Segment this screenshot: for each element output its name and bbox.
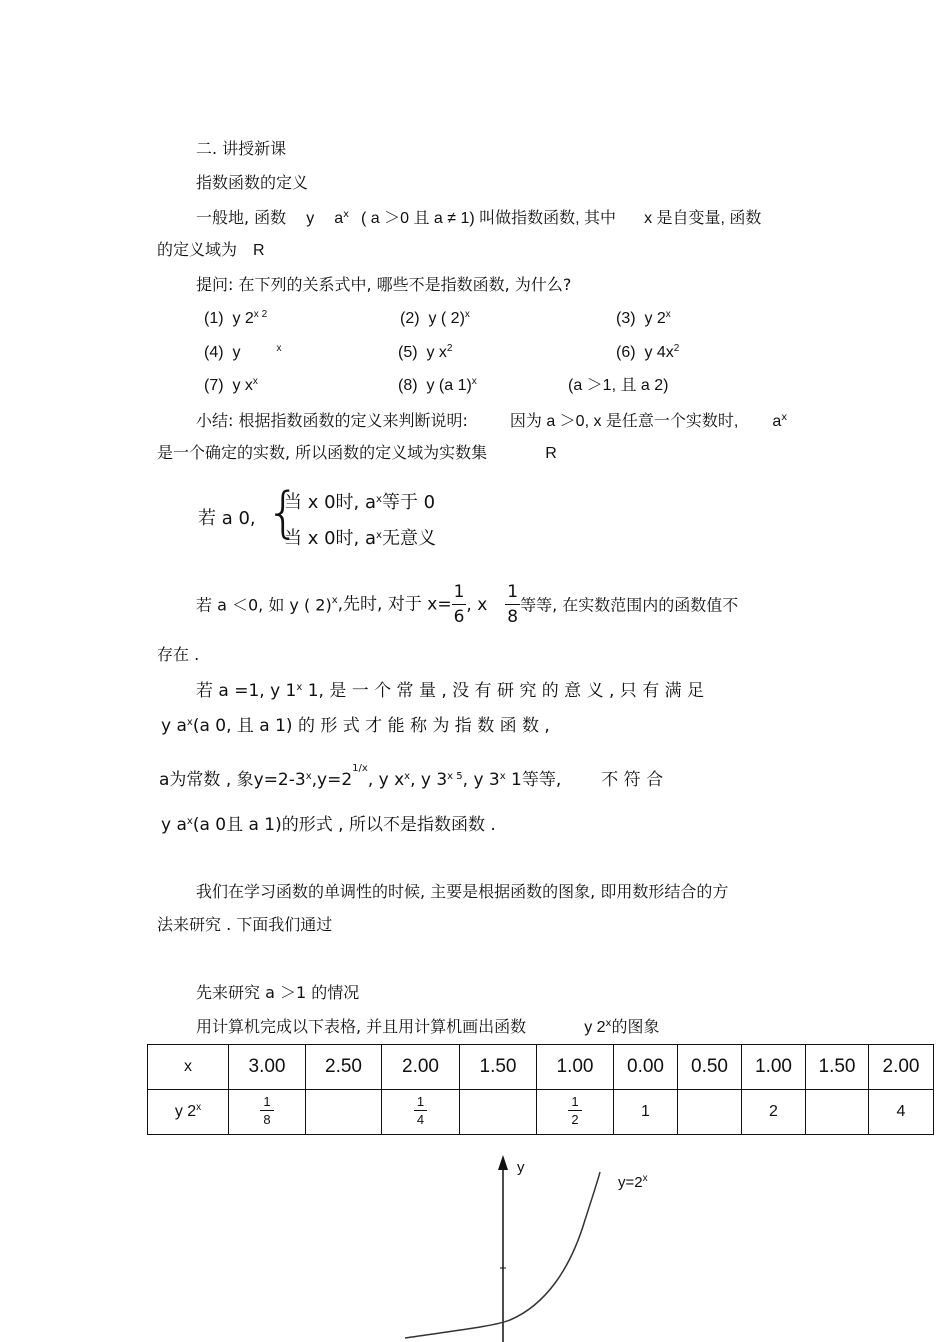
table-intro: 用计算机完成以下表格, 并且用计算机画出函数 y 2$^x$的图象 xyxy=(196,1017,660,1036)
y-axis-label: y xyxy=(517,1159,525,1176)
item-4: (4) y $^x$ xyxy=(204,343,282,361)
y-cell: 4 xyxy=(869,1090,934,1135)
x-cell: 0.00 xyxy=(614,1045,678,1090)
study-case: 先来研究 a ＞1 的情况 xyxy=(196,983,360,1002)
section-title: 二. 讲授新课 xyxy=(196,139,287,158)
y-cell: $\frac{1}{4}$ xyxy=(382,1090,460,1135)
x-cell: 1.50 xyxy=(806,1045,869,1090)
item-2: (2) y ( 2)$^x$ xyxy=(400,309,470,327)
definition-line-2: 的定义域为 R xyxy=(157,240,265,259)
case-brace: { xyxy=(266,481,301,544)
x-cell: 2.00 xyxy=(382,1045,460,1090)
x-cell: 2.00 xyxy=(869,1045,934,1090)
y-cell: $\frac{1}{2}$ xyxy=(537,1090,614,1135)
case-a0-bottom: 当 x 0时, $a^x$无意义 xyxy=(284,528,436,549)
item-8: (8) y (a 1)$^x$ xyxy=(398,376,477,394)
summary-line-2: 是一个确定的实数, 所以函数的定义域为实数集 R xyxy=(157,443,557,462)
case-a0-top: 当 x 0时, $a^x$等于 0 xyxy=(284,492,436,513)
definition-line-1: 一般地, 函数 y $a^x$ ( a ＞0 且 a ≠ 1) 叫做指数函数, 其中 x 是自变量, 函数 xyxy=(196,208,762,227)
item-5: (5) y $x^2$ xyxy=(398,343,453,361)
y-cell: 2 xyxy=(742,1090,806,1135)
case-negative-line-2: 存在 . xyxy=(157,645,200,664)
x-cell: 1.00 xyxy=(742,1045,806,1090)
x-cell: 2.50 xyxy=(306,1045,382,1090)
item-8-condition: (a ＞1, 且 a 2) xyxy=(568,377,669,394)
x-cell: 3.00 xyxy=(229,1045,306,1090)
case-one-line-3: a为常数 , 象$y=2-3^x,y=2^{1/x}$, y $x^x$, y $3^{x 5}$, y 3$^x$ 1等等, 不 符 合 xyxy=(159,763,664,790)
curve-label: $y=2^x$ xyxy=(618,1173,648,1191)
case-one-line-2: y $a^x(a$ 0, 且 a 1) 的 形 式 才 能 称 为 指 数 函 数 , xyxy=(161,716,550,736)
item-3: (3) y 2$^x$ xyxy=(616,309,671,327)
x-cell: 0.50 xyxy=(678,1045,742,1090)
item-1: (1) y $2^{x 2}$ xyxy=(204,309,268,327)
case-one-line-1: 若 a =1, y 1$^x$ 1, 是 一 个 常 量 , 没 有 研 究 的 意 义 , 只 有 满 足 xyxy=(196,681,704,701)
item-6: (6) y $4x^2$ xyxy=(616,343,680,361)
x-cell: 1.50 xyxy=(460,1045,537,1090)
item-7: (7) y $x^x$ xyxy=(204,376,258,394)
monotonic-line-1: 我们在学习函数的单调性的时候, 主要是根据函数的图象, 即用数形结合的方 xyxy=(196,882,729,901)
x-cell: 1.00 xyxy=(537,1045,614,1090)
summary-line-1: 小结: 根据指数函数的定义来判断说明: 因为 a ＞0, x 是任意一个实数时, $a^x$ xyxy=(196,411,788,430)
fraction-one-sixth: $\frac{1}{6}$ xyxy=(453,582,465,628)
case-one-line-4: y $a^x(a$ 0且 a 1)的形式 , 所以不是指数函数 . xyxy=(161,815,496,835)
y-cell: 1 xyxy=(614,1090,678,1135)
case-negative-line: 若 a ＜0, 如 y ( 2)$^x$,先时, 对于 x= $\frac{1}{6}$ , x $\frac{1}{8}$ 等等, 在实数范围内的函数值不 xyxy=(196,582,739,628)
fraction-one-eighth: $\frac{1}{8}$ xyxy=(507,582,519,628)
definition-heading: 指数函数的定义 xyxy=(196,173,309,192)
y-cell: $\frac{1}{8}$ xyxy=(229,1090,306,1135)
table-header-x: x xyxy=(148,1045,229,1090)
monotonic-line-2: 法来研究 . 下面我们通过 xyxy=(157,915,333,934)
question: 提问: 在下列的关系式中, 哪些不是指数函数, 为什么? xyxy=(196,275,572,294)
y-axis-arrow xyxy=(498,1155,508,1170)
table-header-y: y 2$^x$ xyxy=(148,1090,229,1135)
case-a0-condition: 若 a 0, xyxy=(198,508,256,529)
